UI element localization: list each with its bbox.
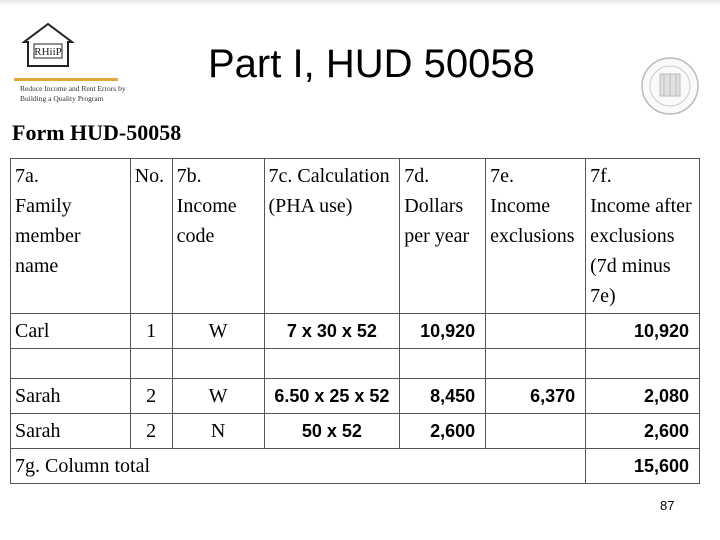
cell-code: W bbox=[172, 314, 264, 349]
slide-title: Part I, HUD 50058 bbox=[208, 42, 535, 86]
cell-code: N bbox=[172, 414, 264, 449]
cell-calc: 6.50 x 25 x 52 bbox=[264, 379, 400, 414]
cell-code bbox=[172, 349, 264, 379]
cell-no bbox=[130, 349, 172, 379]
cell-name: Sarah bbox=[11, 379, 131, 414]
cell-no: 1 bbox=[130, 314, 172, 349]
page-number: 87 bbox=[660, 498, 675, 513]
cell-code: W bbox=[172, 379, 264, 414]
cell-no: 2 bbox=[130, 414, 172, 449]
cell-exclusions bbox=[486, 314, 586, 349]
header-7b: 7b. Income code bbox=[172, 159, 264, 314]
income-table bbox=[10, 158, 700, 477]
cell-after: 2,600 bbox=[586, 414, 700, 449]
header-7d: 7d. Dollars per year bbox=[400, 159, 486, 314]
total-label: 7g. Column total bbox=[11, 449, 586, 484]
house-icon bbox=[22, 22, 74, 68]
table-row bbox=[11, 349, 700, 379]
cell-calc bbox=[264, 349, 400, 379]
header-7a: 7a. Family member name bbox=[11, 159, 131, 314]
total-row bbox=[11, 449, 700, 484]
cell-exclusions: 6,370 bbox=[486, 379, 586, 414]
cell-name: Sarah bbox=[11, 414, 131, 449]
cell-dollars: 8,450 bbox=[400, 379, 486, 414]
cell-name: Carl bbox=[11, 314, 131, 349]
header-7e: 7e. Income exclusions bbox=[486, 159, 586, 314]
header-7c: 7c. Calculation (PHA use) bbox=[264, 159, 400, 314]
cell-exclusions bbox=[486, 349, 586, 379]
table-row bbox=[11, 314, 700, 349]
cell-exclusions bbox=[486, 414, 586, 449]
logo-accent-bar bbox=[14, 78, 118, 81]
cell-name bbox=[11, 349, 131, 379]
table-row bbox=[11, 414, 700, 449]
total-value: 15,600 bbox=[586, 449, 700, 484]
form-title: Form HUD-50058 bbox=[12, 120, 182, 145]
top-bar bbox=[0, 0, 720, 6]
cell-after bbox=[586, 349, 700, 379]
header-no: No. bbox=[130, 159, 172, 314]
cell-no: 2 bbox=[130, 379, 172, 414]
logo-tagline: Reduce Income and Rent Errors by Building a Quality Program bbox=[20, 84, 126, 103]
cell-calc: 7 x 30 x 52 bbox=[264, 314, 400, 349]
cell-calc: 50 x 52 bbox=[264, 414, 400, 449]
cell-dollars: 2,600 bbox=[400, 414, 486, 449]
table-header-row bbox=[11, 159, 700, 314]
svg-text:RHiiP: RHiiP bbox=[34, 46, 62, 58]
cell-after: 10,920 bbox=[586, 314, 700, 349]
cell-dollars: 10,920 bbox=[400, 314, 486, 349]
cell-dollars bbox=[400, 349, 486, 379]
rhiip-logo bbox=[14, 22, 126, 114]
table-row bbox=[11, 379, 700, 414]
hud-seal-icon bbox=[640, 56, 700, 116]
header-7f: 7f. Income after exclusions (7d minus 7e) bbox=[586, 159, 700, 314]
cell-after: 2,080 bbox=[586, 379, 700, 414]
